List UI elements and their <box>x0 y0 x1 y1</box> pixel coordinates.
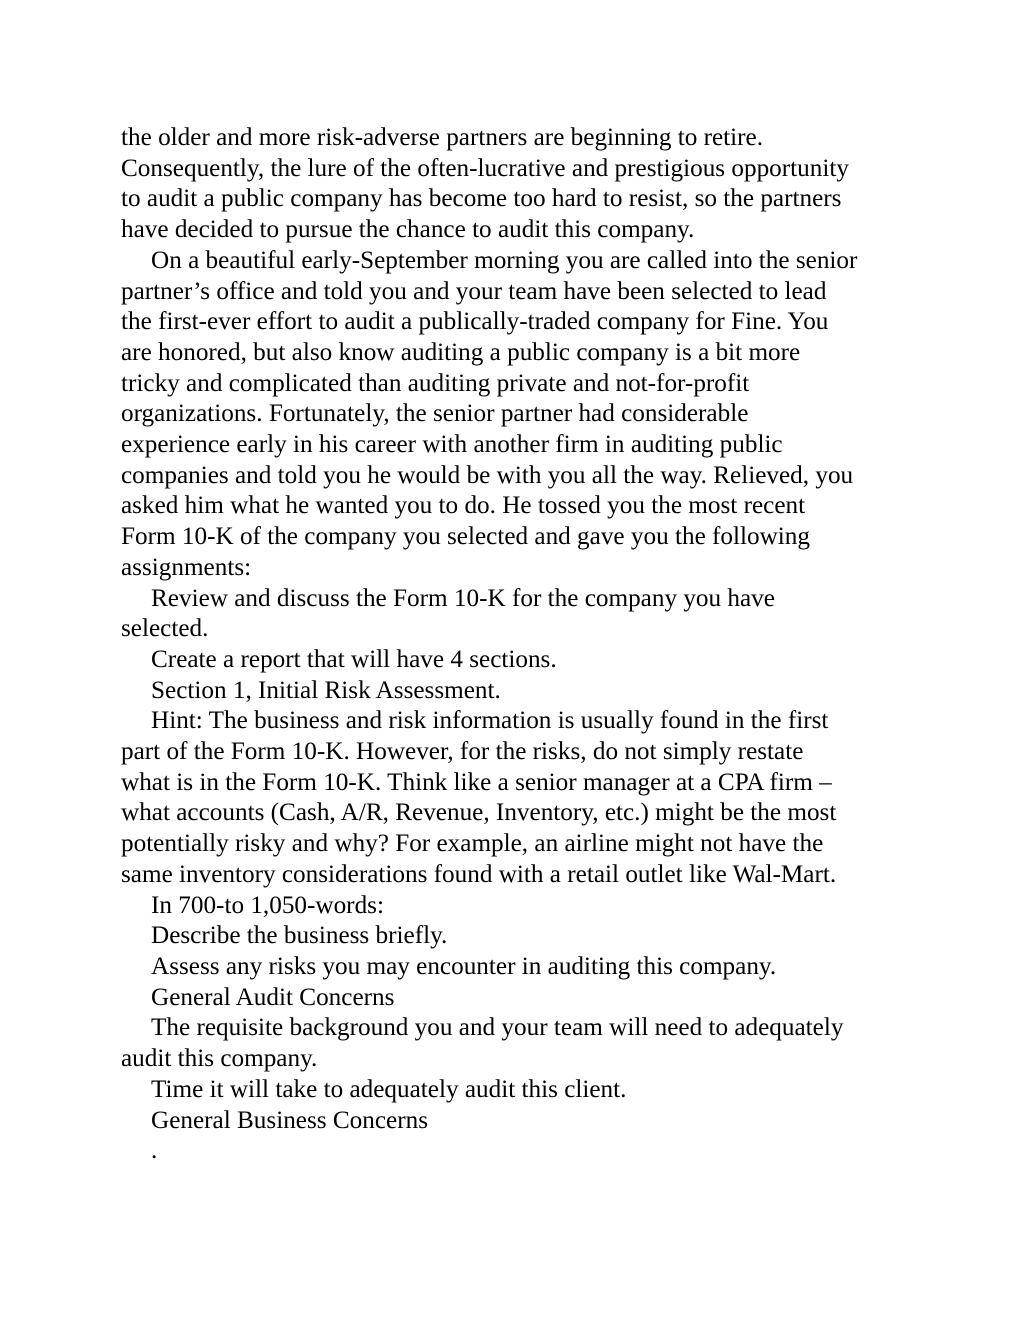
text-line: audit this company. <box>121 1045 318 1073</box>
text-line: same inventory considerations found with a retail outlet like Wal-Mart. <box>121 860 837 888</box>
text-line: asked him what he wanted you to do. He tossed you the most recent <box>121 492 806 520</box>
paragraph-review-10k <box>121 584 911 645</box>
text-line: On a beautiful early-September morning you are called into the senior <box>151 246 858 274</box>
paragraph-hint <box>121 706 911 890</box>
paragraph-create-report <box>121 645 911 676</box>
text-line: Time it will take to adequately audit this client. <box>151 1075 627 1103</box>
paragraph-describe-business <box>121 921 911 952</box>
text-line: tricky and complicated than auditing private and not-for-profit <box>121 369 750 397</box>
text-line: what accounts (Cash, A/R, Revenue, Inventory, etc.) might be the most <box>121 799 837 827</box>
text-line: General Business Concerns <box>151 1106 429 1134</box>
text-line: partner’s office and told you and your team have been selected to lead <box>121 277 827 305</box>
text-line: . <box>151 1137 158 1165</box>
text-line: what is in the Form 10-K. Think like a senior manager at a CPA firm – <box>121 768 832 796</box>
text-line: the first-ever effort to audit a publically-traded company for Fine. You <box>121 308 829 336</box>
paragraph-retiring-partners <box>121 123 911 246</box>
text-line: Assess any risks you may encounter in auditing this company. <box>151 952 777 980</box>
paragraph-section-1 <box>121 676 911 707</box>
text-line: Hint: The business and risk information is usually found in the first <box>151 707 829 735</box>
paragraph-trailing-period <box>121 1136 911 1167</box>
paragraph-assess-risks <box>121 952 911 983</box>
text-line: the older and more risk-adverse partners are beginning to retire. <box>121 124 764 151</box>
text-line: selected. <box>121 615 209 643</box>
document-page <box>121 123 911 1167</box>
text-line: Create a report that will have 4 sections. <box>151 645 557 673</box>
text-line: Consequently, the lure of the often-lucrative and prestigious opportunity <box>121 154 849 182</box>
text-line: Describe the business briefly. <box>151 922 448 950</box>
text-line: In 700-to 1,050-words: <box>151 891 384 919</box>
text-line: Form 10-K of the company you selected and gave you the following <box>121 523 810 551</box>
paragraph-general-business-concerns <box>121 1106 911 1137</box>
paragraph-word-count <box>121 891 911 922</box>
text-line: to audit a public company has become too hard to resist, so the partners <box>121 185 842 213</box>
text-line: The requisite background you and your team will need to adequately <box>151 1014 844 1042</box>
text-line: Review and discuss the Form 10-K for the company you have <box>151 584 775 612</box>
text-line: are honored, but also know auditing a public company is a bit more <box>121 338 801 366</box>
text-line: have decided to pursue the chance to audit this company. <box>121 216 695 244</box>
text-line: assignments: <box>121 553 252 581</box>
text-line: organizations. Fortunately, the senior partner had considerable <box>121 400 749 428</box>
text-line: part of the Form 10-K. However, for the risks, do not simply restate <box>121 738 804 766</box>
text-line: General Audit Concerns <box>151 983 395 1011</box>
paragraph-time-to-audit <box>121 1075 911 1106</box>
text-line: Section 1, Initial Risk Assessment. <box>151 676 501 704</box>
text-line: potentially risky and why? For example, an airline might not have the <box>121 830 824 858</box>
paragraph-general-audit-concerns <box>121 983 911 1014</box>
text-line: experience early in his career with another firm in auditing public <box>121 431 783 459</box>
text-line: companies and told you he would be with you all the way. Relieved, you <box>121 461 854 489</box>
paragraph-september-morning <box>121 246 911 584</box>
paragraph-requisite-background <box>121 1013 911 1074</box>
